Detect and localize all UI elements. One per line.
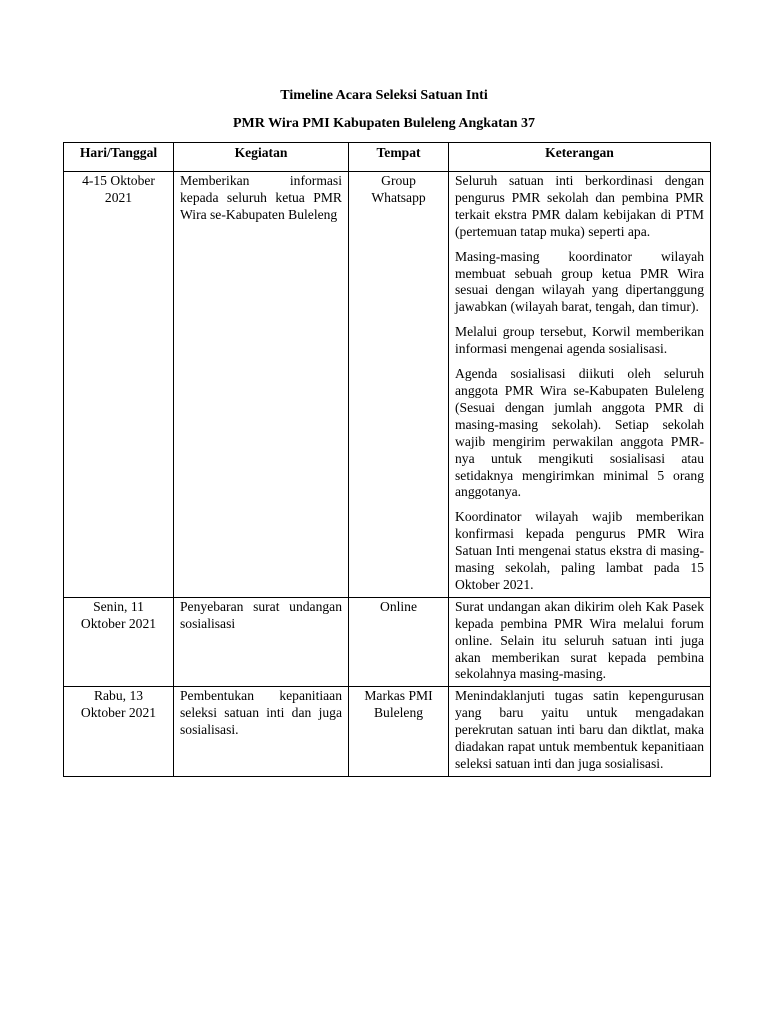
note-paragraph: Masing-masing koordinator wilayah membuat sebuah group ketua PMR Wira sesuai dengan wilayah yang dipertanggung jawabkan (wilayah barat, tengah, dan timur). bbox=[455, 248, 704, 315]
activity-cell: Memberikan informasi kepada seluruh ketua PMR Wira se-Kabupaten Buleleng bbox=[174, 172, 349, 598]
document-title: Timeline Acara Seleksi Satuan Inti bbox=[280, 88, 488, 103]
place-cell: Online bbox=[349, 597, 449, 687]
note-paragraph: Surat undangan akan dikirim oleh Kak Pasek kepada pembina PMR Wira melalui forum online. Selain itu seluruh satuan inti juga akan memberikan surat kepada pembina sekolahnya masing-masing. bbox=[455, 598, 704, 682]
place-cell: Group Whatsapp bbox=[349, 172, 449, 598]
timeline-table bbox=[63, 142, 711, 777]
table-header-row bbox=[64, 143, 711, 172]
header-activity: Kegiatan bbox=[174, 143, 349, 172]
notes-cell bbox=[449, 172, 711, 598]
table-row bbox=[64, 687, 711, 777]
note-paragraph: Agenda sosialisasi diikuti oleh seluruh anggota PMR Wira se-Kabupaten Buleleng (Sesuai dengan jumlah anggota PMR di masing-masing sekolah). Setiap sekolah wajib mengirim perwakilan anggota PMR-nya untuk mengikuti sosialisasi atau setidaknya mengirimkan minimal 5 orang anggotanya. bbox=[455, 366, 704, 500]
date-cell: Senin, 11 Oktober 2021 bbox=[64, 597, 174, 687]
table-row bbox=[64, 172, 711, 598]
note-paragraph: Seluruh satuan inti berkordinasi dengan pengurus PMR sekolah dan pembina PMR terkait ekstra PMR dalam kebijakan di PTM (pertemuan tatap muka) seperti apa. bbox=[455, 173, 704, 239]
header-place: Tempat bbox=[349, 143, 449, 172]
activity-cell: Penyebaran surat undangan sosialisasi bbox=[174, 597, 349, 687]
activity-cell: Pembentukan kepanitiaan seleksi satuan inti dan juga sosialisasi. bbox=[174, 687, 349, 777]
note-paragraph: Melalui group tersebut, Korwil memberikan informasi mengenai agenda sosialisasi. bbox=[455, 324, 704, 357]
table-row bbox=[64, 597, 711, 687]
notes-cell bbox=[449, 687, 711, 777]
header-date: Hari/Tanggal bbox=[64, 143, 174, 172]
date-cell: Rabu, 13 Oktober 2021 bbox=[64, 687, 174, 777]
date-cell: 4-15 Oktober 2021 bbox=[64, 172, 174, 598]
notes-cell bbox=[449, 597, 711, 687]
note-paragraph: Menindaklanjuti tugas satin kepengurusan yang baru yaitu untuk mengadakan perekrutan satuan inti baru dan diktlat, maka diadakan rapat untuk membentuk kepanitiaan seleksi satuan inti dan juga sosialisasi. bbox=[455, 688, 704, 771]
document-subtitle: PMR Wira PMI Kabupaten Buleleng Angkatan 37 bbox=[232, 116, 536, 131]
place-cell: Markas PMI Buleleng bbox=[349, 687, 449, 777]
header-notes: Keterangan bbox=[449, 143, 711, 172]
note-paragraph: Koordinator wilayah wajib memberikan konfirmasi kepada pengurus PMR Wira Satuan Inti mengenai status ekstra di masing-masing sekolah, paling lambat pada 15 Oktober 2021. bbox=[455, 509, 704, 592]
